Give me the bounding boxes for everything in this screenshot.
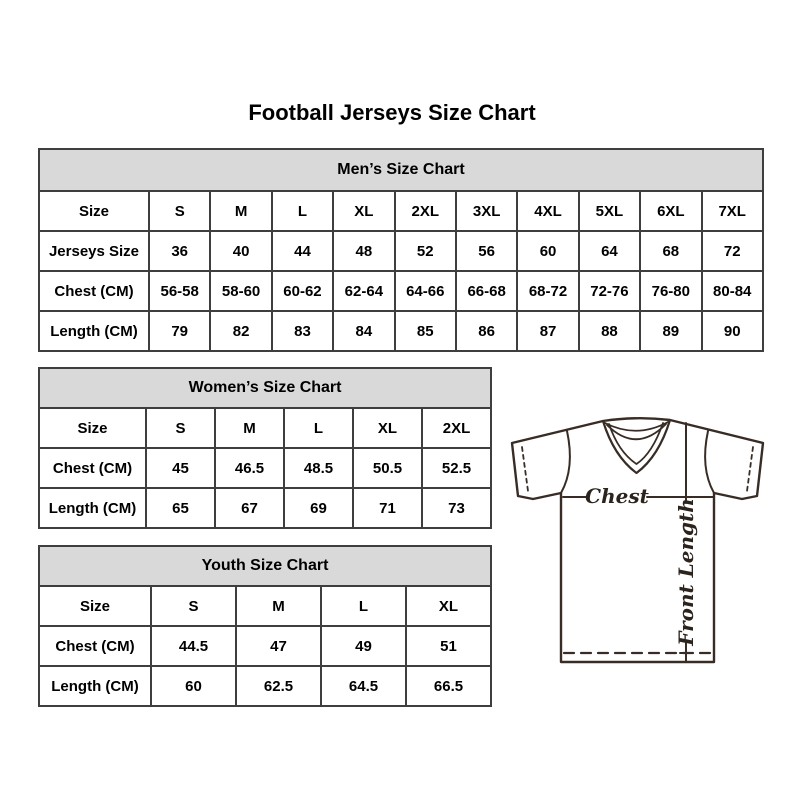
row-label-cell: Size (39, 408, 146, 448)
table-row (39, 271, 763, 311)
value-cell: 64.5 (321, 666, 406, 706)
value-cell: 66-68 (456, 271, 517, 311)
value-cell: 2XL (422, 408, 491, 448)
value-cell: 48.5 (284, 448, 353, 488)
table-row (39, 626, 491, 666)
row-label-cell: Chest (CM) (39, 448, 146, 488)
value-cell: 7XL (702, 191, 763, 231)
value-cell: 62-64 (333, 271, 394, 311)
row-label-cell: Chest (CM) (39, 626, 151, 666)
value-cell: 68 (640, 231, 701, 271)
value-cell: 60 (517, 231, 578, 271)
row-label-cell: Size (39, 586, 151, 626)
jersey-outline (512, 418, 763, 662)
value-cell: 6XL (640, 191, 701, 231)
chest-label: Chest (585, 484, 649, 508)
table-row (39, 231, 763, 271)
value-cell: 2XL (395, 191, 456, 231)
value-cell: 60 (151, 666, 236, 706)
table-title-row (39, 149, 763, 191)
value-cell: 64 (579, 231, 640, 271)
value-cell: XL (406, 586, 491, 626)
mens-size-table (38, 148, 764, 352)
value-cell: L (272, 191, 333, 231)
value-cell: 60-62 (272, 271, 333, 311)
value-cell: 72-76 (579, 271, 640, 311)
value-cell: 3XL (456, 191, 517, 231)
value-cell: 50.5 (353, 448, 422, 488)
value-cell: 83 (272, 311, 333, 351)
value-cell: 36 (149, 231, 210, 271)
value-cell: 88 (579, 311, 640, 351)
womens-table-title: Women’s Size Chart (39, 368, 491, 408)
value-cell: 40 (210, 231, 271, 271)
value-cell: M (210, 191, 271, 231)
value-cell: 82 (210, 311, 271, 351)
value-cell: 72 (702, 231, 763, 271)
value-cell: 44 (272, 231, 333, 271)
table-title-row (39, 368, 491, 408)
value-cell: L (284, 408, 353, 448)
youth-size-table (38, 545, 492, 707)
value-cell: 65 (146, 488, 215, 528)
value-cell: S (149, 191, 210, 231)
value-cell: 86 (456, 311, 517, 351)
value-cell: 44.5 (151, 626, 236, 666)
value-cell: 49 (321, 626, 406, 666)
value-cell: L (321, 586, 406, 626)
value-cell: 79 (149, 311, 210, 351)
value-cell: XL (333, 191, 394, 231)
youth-table-title: Youth Size Chart (39, 546, 491, 586)
value-cell: M (236, 586, 321, 626)
value-cell: 58-60 (210, 271, 271, 311)
value-cell: 69 (284, 488, 353, 528)
value-cell: XL (353, 408, 422, 448)
row-label-cell: Length (CM) (39, 666, 151, 706)
value-cell: 4XL (517, 191, 578, 231)
value-cell: 52.5 (422, 448, 491, 488)
jersey-measurement-diagram (505, 398, 775, 683)
value-cell: S (146, 408, 215, 448)
row-label-cell: Length (CM) (39, 488, 146, 528)
value-cell: 67 (215, 488, 284, 528)
value-cell: 89 (640, 311, 701, 351)
value-cell: S (151, 586, 236, 626)
value-cell: 5XL (579, 191, 640, 231)
value-cell: 52 (395, 231, 456, 271)
table-row (39, 488, 491, 528)
table-row (39, 311, 763, 351)
value-cell: 71 (353, 488, 422, 528)
row-label-cell: Jerseys Size (39, 231, 149, 271)
value-cell: 56 (456, 231, 517, 271)
value-cell: 76-80 (640, 271, 701, 311)
page-title: Football Jerseys Size Chart (248, 100, 536, 125)
value-cell: 45 (146, 448, 215, 488)
value-cell: 85 (395, 311, 456, 351)
table-row (39, 448, 491, 488)
value-cell: 66.5 (406, 666, 491, 706)
table-row (39, 191, 763, 231)
value-cell: 84 (333, 311, 394, 351)
value-cell: M (215, 408, 284, 448)
jersey-diagram-icon (505, 398, 775, 683)
value-cell: 51 (406, 626, 491, 666)
value-cell: 56-58 (149, 271, 210, 311)
value-cell: 64-66 (395, 271, 456, 311)
table-title-row (39, 546, 491, 586)
value-cell: 68-72 (517, 271, 578, 311)
value-cell: 47 (236, 626, 321, 666)
value-cell: 48 (333, 231, 394, 271)
row-label-cell: Length (CM) (39, 311, 149, 351)
value-cell: 46.5 (215, 448, 284, 488)
row-label-cell: Size (39, 191, 149, 231)
row-label-cell: Chest (CM) (39, 271, 149, 311)
value-cell: 62.5 (236, 666, 321, 706)
value-cell: 80-84 (702, 271, 763, 311)
table-row (39, 408, 491, 448)
value-cell: 73 (422, 488, 491, 528)
value-cell: 90 (702, 311, 763, 351)
table-row (39, 666, 491, 706)
table-row (39, 586, 491, 626)
mens-table-title: Men’s Size Chart (39, 149, 763, 191)
value-cell: 87 (517, 311, 578, 351)
front-length-label: Front Length (674, 498, 698, 646)
womens-size-table (38, 367, 492, 529)
